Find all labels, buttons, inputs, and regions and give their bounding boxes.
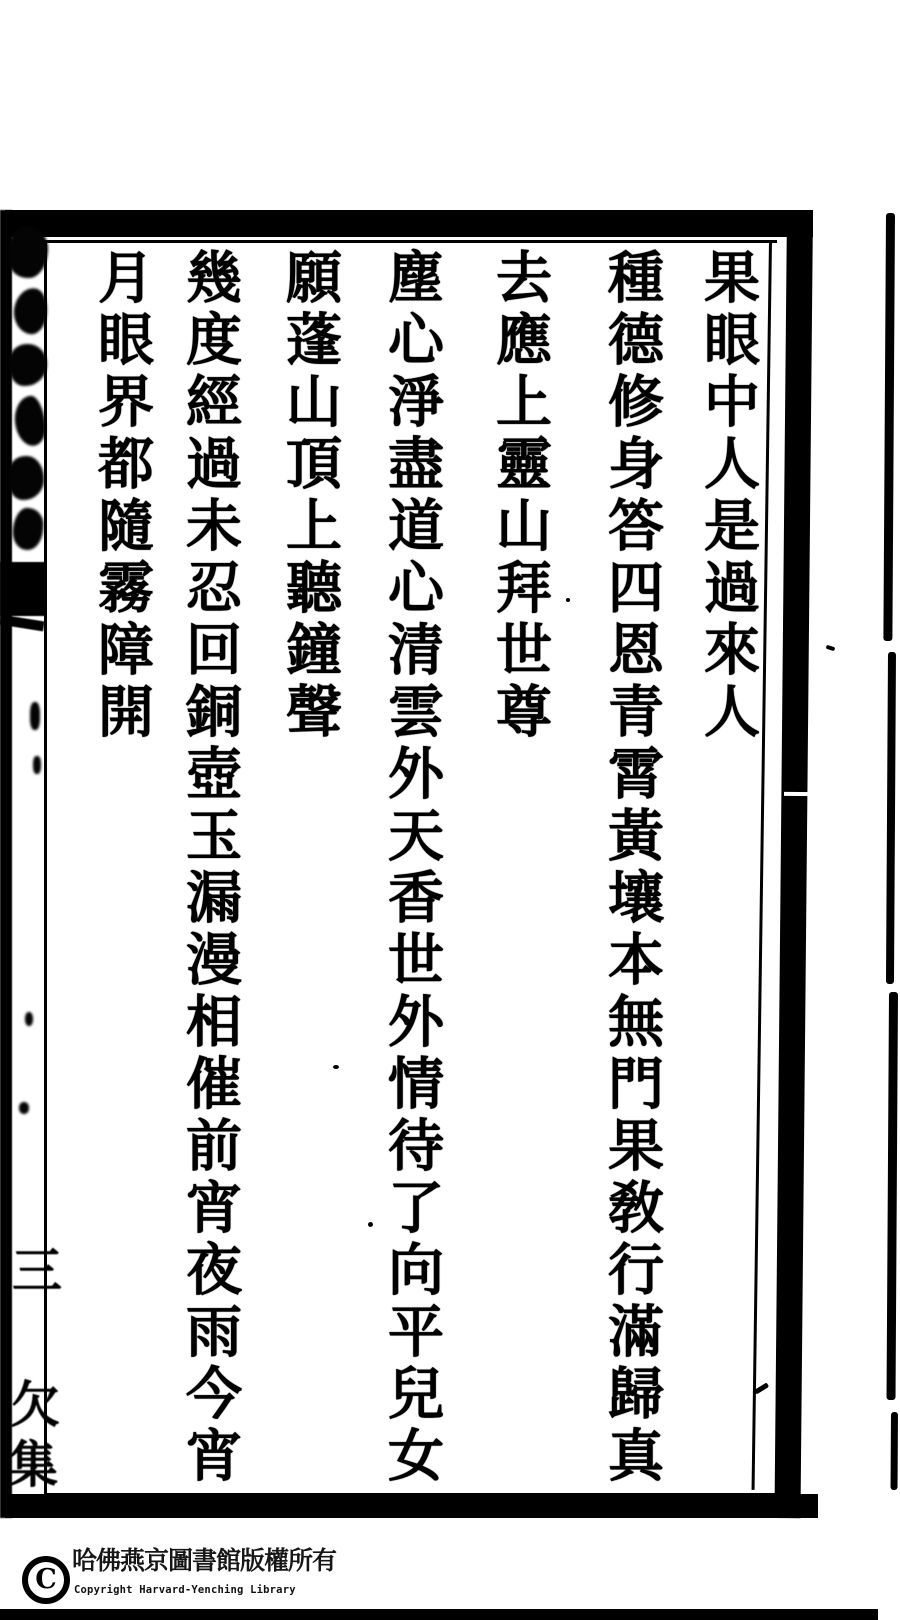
- page-border-top: [5, 210, 813, 237]
- poem-column-1: 果眼中人是過來人: [695, 248, 761, 744]
- poem-column-5: 願蓬山頂上聽鐘聲: [277, 248, 343, 744]
- scan-bottom-strip: [0, 1609, 878, 1620]
- scan-speck: [368, 1222, 373, 1227]
- stamp-english-text: Copyright Harvard-Yenching Library: [74, 1584, 296, 1596]
- poem-column-7: 月眼界都隨霧障開: [89, 248, 155, 744]
- ink-smudge: [8, 456, 44, 500]
- spine-char: 集: [8, 1435, 58, 1494]
- page-border-right: [774, 210, 813, 1518]
- spine-char: 三: [12, 1241, 62, 1300]
- copyright-symbol: C: [22, 1556, 70, 1604]
- ink-smudge: [8, 226, 48, 278]
- ink-smudge: [30, 702, 40, 730]
- scan-speck: [333, 1065, 339, 1069]
- stamp-chinese-text: 哈佛燕京圖書館版權所有: [72, 1546, 337, 1575]
- scan-speck: [826, 645, 836, 652]
- adjacent-page-edge: [891, 1412, 898, 1490]
- spine-edge-band: [0, 210, 12, 1518]
- scan-speck: [566, 598, 570, 602]
- ink-smudge: [33, 756, 41, 774]
- ink-smudge: [25, 1012, 33, 1026]
- spine-char: 欠: [10, 1375, 60, 1434]
- poem-column-3: 去應上靈山拜世尊: [487, 248, 553, 744]
- adjacent-page-edge: [886, 652, 896, 984]
- spine-notch: [0, 562, 46, 616]
- poem-column-2: 種德修身答四恩青霄黃壤本無門果敎行滿歸真: [599, 248, 665, 1488]
- poem-column-6: 幾度經過未忍回銅壺玉漏漫相催前宵夜雨今宵: [177, 248, 243, 1488]
- ink-smudge: [12, 395, 47, 448]
- ink-smudge: [19, 1102, 29, 1114]
- adjacent-page-edge: [883, 213, 895, 641]
- ink-smudge: [9, 344, 47, 386]
- adjacent-page-edge: [887, 992, 898, 1400]
- ink-smudge: [11, 507, 45, 551]
- page-border-right-nick: [784, 792, 816, 796]
- poem-column-4: 塵心淨盡道心清雲外天香世外情待了向平兒女: [379, 248, 445, 1488]
